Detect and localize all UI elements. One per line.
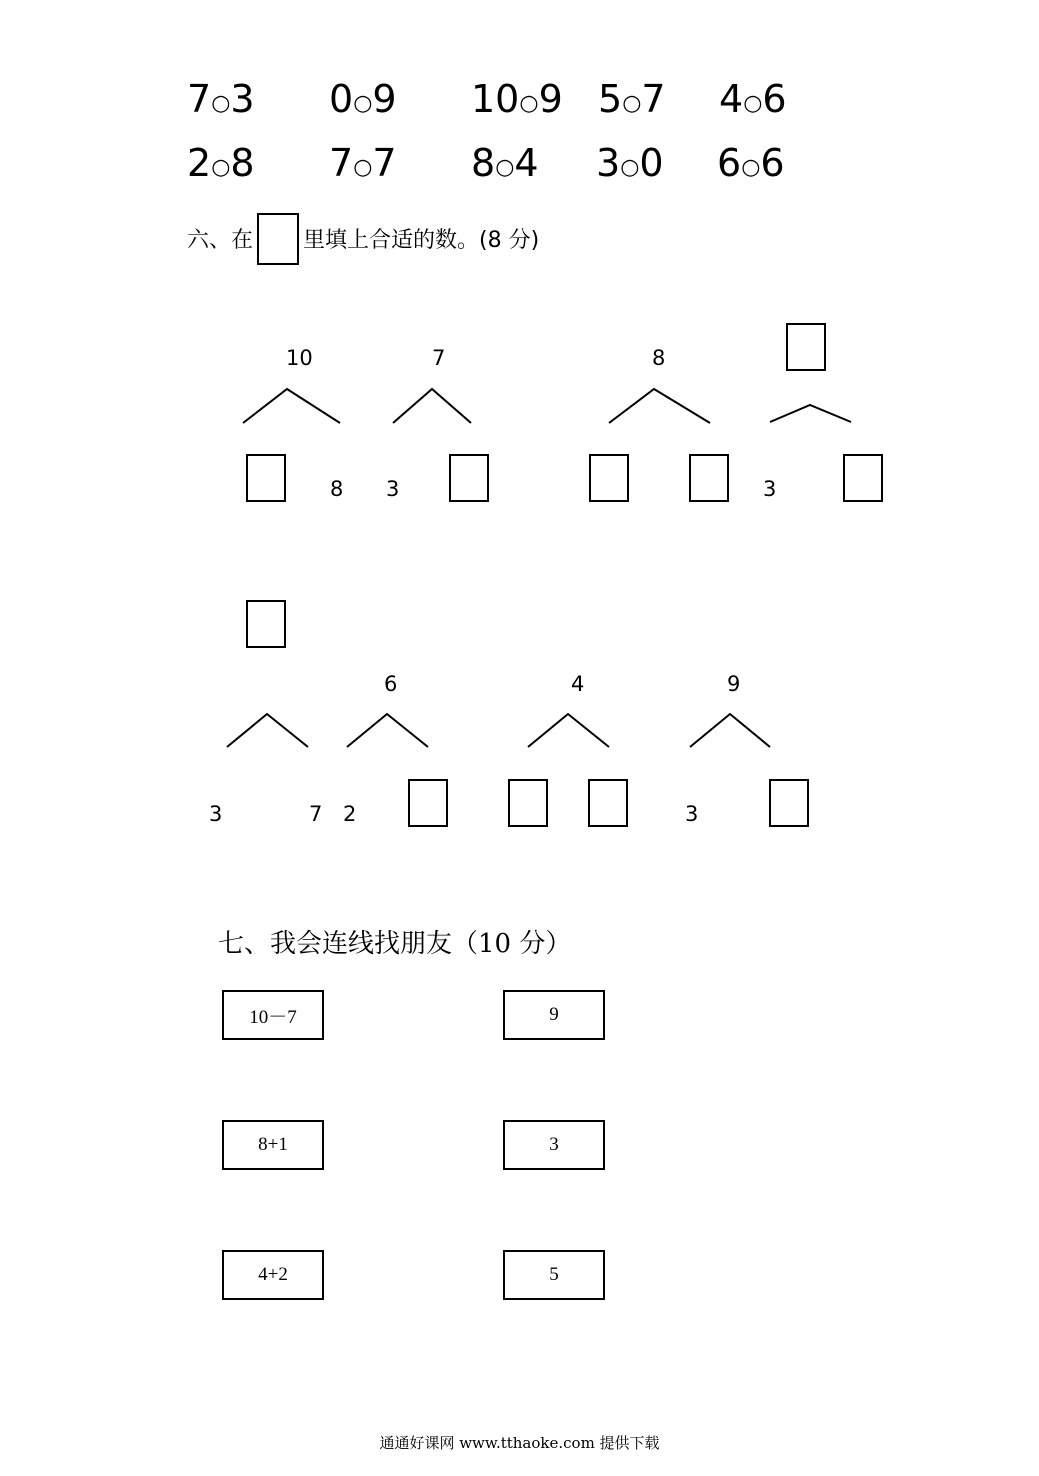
answer-box[interactable]: [508, 779, 548, 827]
bond-left-number: 2: [343, 802, 357, 826]
compare-circle[interactable]: ○: [353, 91, 373, 116]
bond-top-number: 10: [286, 346, 313, 370]
answer-box[interactable]: [786, 323, 826, 371]
match-right-box[interactable]: 5: [503, 1250, 605, 1300]
bond-line: [609, 389, 710, 423]
bond-line: [243, 389, 340, 423]
bond-right-number: 7: [309, 802, 323, 826]
compare-item: 4○6: [719, 77, 787, 121]
compare-item: 5○7: [598, 77, 666, 121]
compare-circle[interactable]: ○: [211, 91, 231, 116]
answer-box[interactable]: [589, 454, 629, 502]
bond-top-number: 9: [727, 672, 741, 696]
compare-item: 8○4: [471, 141, 539, 185]
match-left-box[interactable]: 10－7: [222, 990, 324, 1040]
answer-box[interactable]: [769, 779, 809, 827]
section-6-title: 六、在 里填上合适的数。(8 分): [187, 215, 539, 267]
compare-circle[interactable]: ○: [495, 155, 515, 180]
bond-top-number: 6: [384, 672, 398, 696]
match-right-box[interactable]: 3: [503, 1120, 605, 1170]
compare-circle[interactable]: ○: [519, 91, 539, 116]
answer-box[interactable]: [588, 779, 628, 827]
compare-circle[interactable]: ○: [743, 91, 763, 116]
answer-box[interactable]: [408, 779, 448, 827]
answer-box[interactable]: [843, 454, 883, 502]
answer-box[interactable]: [246, 600, 286, 648]
compare-circle[interactable]: ○: [211, 155, 231, 180]
compare-circle[interactable]: ○: [353, 155, 373, 180]
bond-left-number: 3: [209, 802, 223, 826]
compare-item: 2○8: [187, 141, 255, 185]
bond-left-number: 3: [386, 477, 400, 501]
answer-box[interactable]: [246, 454, 286, 502]
compare-circle[interactable]: ○: [620, 155, 640, 180]
bond-line: [347, 714, 428, 747]
bond-line: [770, 405, 851, 422]
compare-item: 0○9: [329, 77, 397, 121]
bond-line: [227, 714, 308, 747]
compare-item: 3○0: [596, 141, 664, 185]
compare-item: 6○6: [717, 141, 785, 185]
bond-line: [528, 714, 609, 747]
section-7-title: 七、我会连线找朋友（10 分）: [218, 929, 572, 959]
match-left-box[interactable]: 8+1: [222, 1120, 324, 1170]
compare-item: 7○7: [329, 141, 397, 185]
compare-circle[interactable]: ○: [622, 91, 642, 116]
bond-line: [690, 714, 770, 747]
bond-line: [393, 389, 471, 423]
bond-top-number: 7: [432, 346, 446, 370]
answer-box[interactable]: [689, 454, 729, 502]
answer-box[interactable]: [449, 454, 489, 502]
page-footer: 通通好课网 www.tthaoke.com 提供下载: [379, 1434, 660, 1452]
bond-left-number: 3: [685, 802, 699, 826]
match-right-box[interactable]: 9: [503, 990, 605, 1040]
compare-item: 7○3: [187, 77, 255, 121]
bond-top-number: 4: [571, 672, 585, 696]
compare-circle[interactable]: ○: [741, 155, 761, 180]
bond-left-number: 3: [763, 477, 777, 501]
match-left-box[interactable]: 4+2: [222, 1250, 324, 1300]
bond-top-number: 8: [652, 346, 666, 370]
bond-right-number: 8: [330, 477, 344, 501]
compare-item: 10○9: [471, 77, 563, 121]
